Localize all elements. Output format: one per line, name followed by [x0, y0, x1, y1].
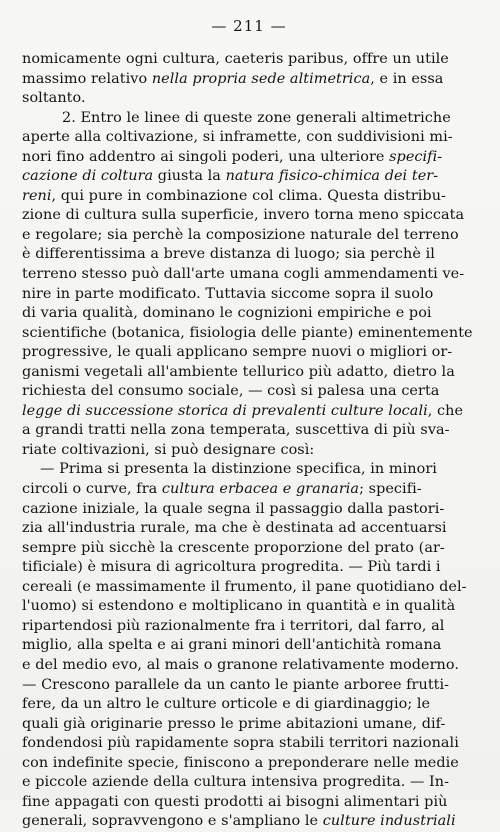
- text-run: e del medio evo, al mais o granone relativamente moderno.: [22, 656, 459, 673]
- text-run: circoli o curve, fra: [22, 481, 162, 498]
- text-run: fine appagati con questi prodotti ai bisogni alimentari più: [22, 793, 448, 810]
- text-run: di varia qualità, dominano le cognizioni empiriche e poi: [22, 305, 432, 322]
- text-run: — Prima si presenta la distinzione specifica, in minori: [40, 461, 437, 478]
- text-run: l'uomo) si estendono e moltiplicano in quantità e in qualità: [22, 598, 456, 615]
- text-run: generali, sopravvengono e s'ampliano le: [22, 813, 323, 830]
- text-line: [22, 421, 476, 441]
- text-line: [22, 187, 476, 207]
- text-line: [22, 128, 476, 148]
- text-run: fondendosi più rapidamente sopra stabili territori nazionali: [22, 735, 459, 752]
- text-run: 2. Entro le linee di queste zone generali altimetriche: [62, 109, 451, 126]
- text-line: [22, 656, 476, 676]
- text-line: [22, 676, 476, 696]
- text-run: — Crescono parallele da un canto le piante arboree frutti-: [22, 676, 450, 693]
- text-run: richiesta del consumo sociale, — così si palesa una certa: [22, 383, 440, 400]
- text-run: soltanto.: [22, 90, 86, 107]
- text-line: [22, 793, 476, 813]
- text-line: [22, 480, 476, 500]
- text-line: [22, 539, 476, 559]
- text-run: tificiale) è misura di agricoltura progredita. — Più tardi i: [22, 559, 441, 576]
- text-line: [22, 382, 476, 402]
- text-run: terreno stesso può dall'arte umana cogli ammendamenti ve-: [22, 266, 465, 283]
- text-run: cereali (e massimamente il frumento, il pane quotidiano del-: [22, 578, 467, 595]
- text-run: nire in parte modificato. Tuttavia siccome sopra il suolo: [22, 285, 434, 302]
- text-run: , qui pure in combinazione col clima. Questa distribu-: [51, 187, 446, 204]
- text-run: massimo relativo: [22, 70, 152, 87]
- text-run: quali già originarie presso le prime abitazioni umane, dif-: [22, 715, 446, 732]
- text-line: [22, 343, 476, 363]
- text-run: zia all'industria rurale, ma che è destinata ad accentuarsi: [22, 520, 447, 537]
- text-run: a grandi tratti nella zona temperata, suscettiva di più sva-: [22, 422, 450, 439]
- text-run: nomicamente ogni cultura, caeteris paribus, offre un utile: [22, 51, 449, 67]
- text-run: scientifiche (botanica, fisiologia delle piante) eminentemente: [22, 324, 473, 341]
- text-run: cazione iniziale, la quale segna il passaggio dalla pastori-: [22, 500, 445, 517]
- text-line: [22, 519, 476, 539]
- text-line: [22, 148, 476, 168]
- text-line: [22, 500, 476, 520]
- text-line: [22, 773, 476, 793]
- body-text: [22, 50, 476, 832]
- text-line: [22, 363, 476, 383]
- text-line: [22, 617, 476, 637]
- text-line: [22, 167, 476, 187]
- text-line: [22, 50, 476, 70]
- italic-text-run: specifi-: [389, 148, 443, 165]
- text-line: [22, 754, 476, 774]
- text-run: e piccole aziende della cultura intensiva progredita. — In-: [22, 774, 450, 791]
- page-number: — 211 —: [211, 17, 287, 35]
- text-line: [22, 460, 476, 480]
- text-run: e regolare; sia perchè la composizione naturale del terreno: [22, 226, 459, 243]
- text-run: con indefinite specie, finiscono a preponderare nelle medie: [22, 754, 459, 771]
- text-line: [22, 578, 476, 598]
- italic-text-run: reni: [22, 187, 52, 204]
- text-line: [22, 109, 476, 129]
- text-line: [22, 636, 476, 656]
- text-run: zione di cultura sulla superficie, invero torna meno spiccata: [22, 207, 465, 224]
- text-line: [22, 265, 476, 285]
- text-line: [22, 70, 476, 90]
- text-line: [22, 324, 476, 344]
- text-run: sempre più sicchè la crescente proporzione del prato (ar-: [22, 539, 445, 556]
- text-run: miglio, alla spelta e ai grani minori dell'antichità romana: [22, 637, 442, 654]
- text-line: [22, 402, 476, 422]
- text-run: ganismi vegetali all'ambiente tellurico più adatto, dietro la: [22, 363, 455, 380]
- text-run: , che: [427, 402, 464, 419]
- text-line: [22, 597, 476, 617]
- text-run: , e in essa: [370, 70, 444, 87]
- text-line: [22, 695, 476, 715]
- italic-text-run: culture industriali: [322, 813, 456, 830]
- text-run: ripartendosi più razionalmente fra i territori, dal farro, al: [22, 617, 445, 634]
- text-run: nori fino addentro ai singoli poderi, una ulteriore: [22, 148, 390, 165]
- text-run: è differentissima a breve distanza di luogo; sia perchè il: [22, 246, 435, 263]
- text-line: [22, 558, 476, 578]
- italic-text-run: cazione di coltura: [22, 168, 154, 185]
- text-line: [22, 89, 476, 109]
- text-line: [22, 206, 476, 226]
- text-run: ; specifi-: [359, 481, 422, 498]
- italic-text-run: legge di successione storica di prevalenti culture locali: [22, 402, 428, 419]
- text-run: giusta la: [153, 168, 226, 185]
- text-line: [22, 226, 476, 246]
- text-run: riate coltivazioni, si può designare così:: [22, 441, 315, 458]
- text-run: aperte alla coltivazione, si inframette, con suddivisioni mi-: [22, 129, 453, 146]
- text-line: [22, 245, 476, 265]
- text-line: [22, 734, 476, 754]
- text-line: [22, 304, 476, 324]
- italic-text-run: cultura erbacea e granaria: [161, 481, 360, 498]
- text-line: [22, 715, 476, 735]
- italic-text-run: natura fisico-chimica dei ter-: [225, 168, 439, 185]
- text-run: fere, da un altro le culture orticole e di giardinaggio; le: [22, 696, 431, 713]
- text-run: progressive, le quali applicano sempre nuovi o migliori or-: [22, 344, 453, 361]
- text-line: [22, 441, 476, 461]
- text-line: [22, 812, 476, 832]
- italic-text-run: nella propria sede altimetrica: [151, 70, 371, 87]
- text-line: [22, 285, 476, 305]
